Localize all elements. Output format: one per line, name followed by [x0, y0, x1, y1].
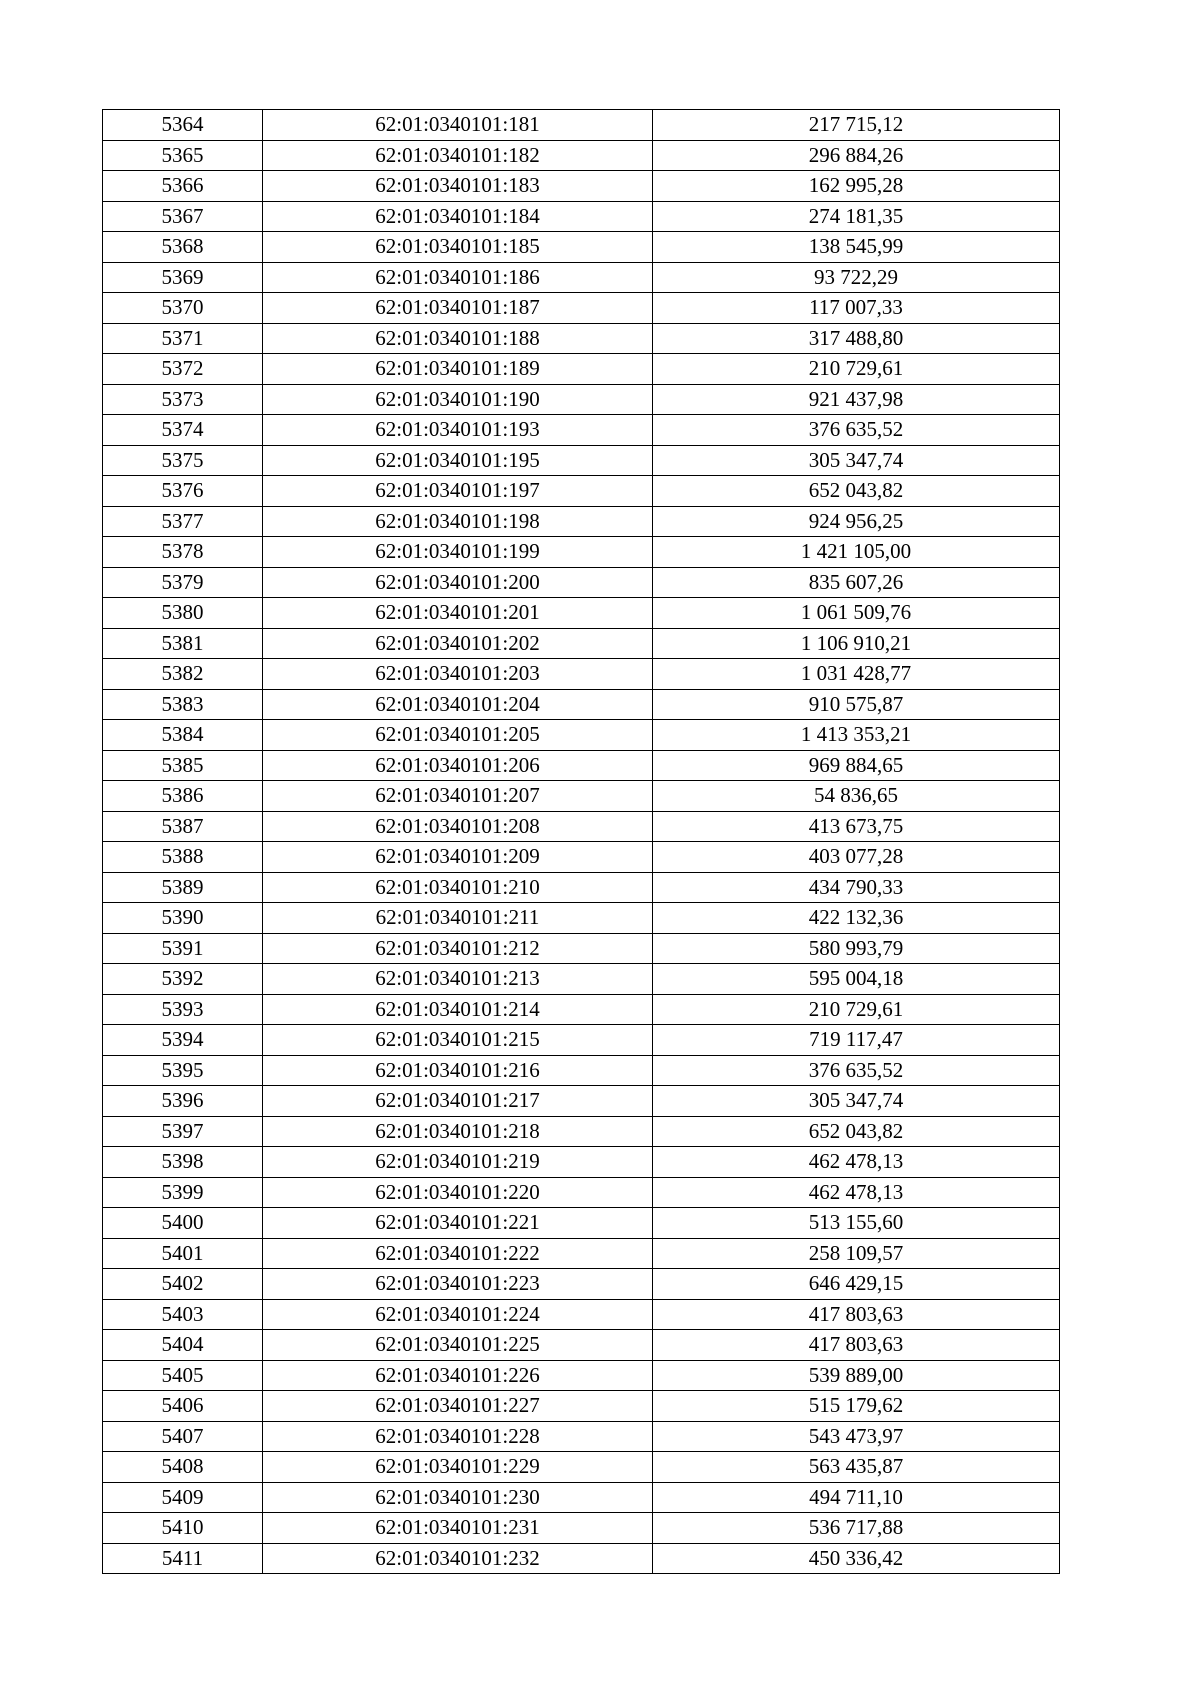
table-row — [103, 476, 1060, 507]
cadastral-number-cell: 62:01:0340101:227 — [263, 1391, 653, 1422]
value-cell: 305 347,74 — [653, 1086, 1060, 1117]
row-number-cell: 5377 — [103, 506, 263, 537]
row-number-cell: 5389 — [103, 872, 263, 903]
table-row — [103, 903, 1060, 934]
table-row — [103, 933, 1060, 964]
value-cell: 1 031 428,77 — [653, 659, 1060, 690]
value-cell: 305 347,74 — [653, 445, 1060, 476]
cadastral-number-cell: 62:01:0340101:182 — [263, 140, 653, 171]
table-row — [103, 445, 1060, 476]
value-cell: 376 635,52 — [653, 1055, 1060, 1086]
table-row — [103, 964, 1060, 995]
value-cell: 652 043,82 — [653, 476, 1060, 507]
row-number-cell: 5401 — [103, 1238, 263, 1269]
table-row — [103, 1238, 1060, 1269]
table-row — [103, 1543, 1060, 1574]
cadastral-number-cell: 62:01:0340101:205 — [263, 720, 653, 751]
row-number-cell: 5394 — [103, 1025, 263, 1056]
row-number-cell: 5402 — [103, 1269, 263, 1300]
value-cell: 450 336,42 — [653, 1543, 1060, 1574]
table-row — [103, 323, 1060, 354]
cadastral-number-cell: 62:01:0340101:188 — [263, 323, 653, 354]
cadastral-number-cell: 62:01:0340101:213 — [263, 964, 653, 995]
row-number-cell: 5378 — [103, 537, 263, 568]
row-number-cell: 5391 — [103, 933, 263, 964]
row-number-cell: 5405 — [103, 1360, 263, 1391]
row-number-cell: 5411 — [103, 1543, 263, 1574]
row-number-cell: 5398 — [103, 1147, 263, 1178]
value-cell: 417 803,63 — [653, 1299, 1060, 1330]
row-number-cell: 5390 — [103, 903, 263, 934]
table-row — [103, 689, 1060, 720]
value-cell: 376 635,52 — [653, 415, 1060, 446]
value-cell: 719 117,47 — [653, 1025, 1060, 1056]
row-number-cell: 5403 — [103, 1299, 263, 1330]
row-number-cell: 5366 — [103, 171, 263, 202]
row-number-cell: 5369 — [103, 262, 263, 293]
value-cell: 462 478,13 — [653, 1147, 1060, 1178]
row-number-cell: 5364 — [103, 110, 263, 141]
table-row — [103, 1116, 1060, 1147]
cadastral-number-cell: 62:01:0340101:224 — [263, 1299, 653, 1330]
value-cell: 417 803,63 — [653, 1330, 1060, 1361]
value-cell: 210 729,61 — [653, 354, 1060, 385]
table-row — [103, 1421, 1060, 1452]
cadastral-number-cell: 62:01:0340101:210 — [263, 872, 653, 903]
cadastral-number-cell: 62:01:0340101:220 — [263, 1177, 653, 1208]
table-row — [103, 598, 1060, 629]
row-number-cell: 5383 — [103, 689, 263, 720]
table-row — [103, 1299, 1060, 1330]
table-row — [103, 1452, 1060, 1483]
value-cell: 93 722,29 — [653, 262, 1060, 293]
value-cell: 274 181,35 — [653, 201, 1060, 232]
value-cell: 422 132,36 — [653, 903, 1060, 934]
cadastral-number-cell: 62:01:0340101:232 — [263, 1543, 653, 1574]
table-row — [103, 1086, 1060, 1117]
cadastral-number-cell: 62:01:0340101:185 — [263, 232, 653, 263]
row-number-cell: 5376 — [103, 476, 263, 507]
row-number-cell: 5373 — [103, 384, 263, 415]
table-row — [103, 201, 1060, 232]
value-cell: 413 673,75 — [653, 811, 1060, 842]
value-cell: 462 478,13 — [653, 1177, 1060, 1208]
cadastral-number-cell: 62:01:0340101:202 — [263, 628, 653, 659]
row-number-cell: 5397 — [103, 1116, 263, 1147]
cadastral-number-cell: 62:01:0340101:186 — [263, 262, 653, 293]
row-number-cell: 5367 — [103, 201, 263, 232]
value-cell: 162 995,28 — [653, 171, 1060, 202]
cadastral-number-cell: 62:01:0340101:195 — [263, 445, 653, 476]
value-cell: 515 179,62 — [653, 1391, 1060, 1422]
row-number-cell: 5395 — [103, 1055, 263, 1086]
table-row — [103, 1177, 1060, 1208]
value-cell: 138 545,99 — [653, 232, 1060, 263]
cadastral-number-cell: 62:01:0340101:197 — [263, 476, 653, 507]
table-row — [103, 872, 1060, 903]
value-cell: 494 711,10 — [653, 1482, 1060, 1513]
cadastral-number-cell: 62:01:0340101:183 — [263, 171, 653, 202]
cadastral-number-cell: 62:01:0340101:189 — [263, 354, 653, 385]
table-row — [103, 384, 1060, 415]
cadastral-number-cell: 62:01:0340101:181 — [263, 110, 653, 141]
cadastral-number-cell: 62:01:0340101:217 — [263, 1086, 653, 1117]
row-number-cell: 5374 — [103, 415, 263, 446]
table-row — [103, 1391, 1060, 1422]
table-row — [103, 781, 1060, 812]
row-number-cell: 5393 — [103, 994, 263, 1025]
value-cell: 536 717,88 — [653, 1513, 1060, 1544]
table-row — [103, 354, 1060, 385]
row-number-cell: 5382 — [103, 659, 263, 690]
value-cell: 580 993,79 — [653, 933, 1060, 964]
row-number-cell: 5365 — [103, 140, 263, 171]
table-body — [103, 110, 1060, 1574]
cadastral-number-cell: 62:01:0340101:187 — [263, 293, 653, 324]
table-row — [103, 811, 1060, 842]
value-cell: 595 004,18 — [653, 964, 1060, 995]
value-cell: 835 607,26 — [653, 567, 1060, 598]
table-row — [103, 994, 1060, 1025]
table-row — [103, 1482, 1060, 1513]
value-cell: 434 790,33 — [653, 872, 1060, 903]
value-cell: 54 836,65 — [653, 781, 1060, 812]
table-row — [103, 171, 1060, 202]
row-number-cell: 5387 — [103, 811, 263, 842]
cadastral-number-cell: 62:01:0340101:230 — [263, 1482, 653, 1513]
row-number-cell: 5399 — [103, 1177, 263, 1208]
table-row — [103, 1360, 1060, 1391]
table-row — [103, 567, 1060, 598]
cadastral-number-cell: 62:01:0340101:231 — [263, 1513, 653, 1544]
cadastral-number-cell: 62:01:0340101:184 — [263, 201, 653, 232]
cadastral-value-table — [102, 109, 1060, 1574]
cadastral-number-cell: 62:01:0340101:204 — [263, 689, 653, 720]
value-cell: 543 473,97 — [653, 1421, 1060, 1452]
cadastral-number-cell: 62:01:0340101:211 — [263, 903, 653, 934]
row-number-cell: 5368 — [103, 232, 263, 263]
row-number-cell: 5408 — [103, 1452, 263, 1483]
cadastral-number-cell: 62:01:0340101:212 — [263, 933, 653, 964]
value-cell: 646 429,15 — [653, 1269, 1060, 1300]
row-number-cell: 5406 — [103, 1391, 263, 1422]
value-cell: 921 437,98 — [653, 384, 1060, 415]
table-row — [103, 628, 1060, 659]
table-row — [103, 537, 1060, 568]
row-number-cell: 5385 — [103, 750, 263, 781]
cadastral-number-cell: 62:01:0340101:208 — [263, 811, 653, 842]
row-number-cell: 5371 — [103, 323, 263, 354]
value-cell: 969 884,65 — [653, 750, 1060, 781]
value-cell: 539 889,00 — [653, 1360, 1060, 1391]
cadastral-number-cell: 62:01:0340101:199 — [263, 537, 653, 568]
cadastral-number-cell: 62:01:0340101:226 — [263, 1360, 653, 1391]
row-number-cell: 5409 — [103, 1482, 263, 1513]
row-number-cell: 5375 — [103, 445, 263, 476]
row-number-cell: 5386 — [103, 781, 263, 812]
table-row — [103, 232, 1060, 263]
row-number-cell: 5388 — [103, 842, 263, 873]
value-cell: 1 106 910,21 — [653, 628, 1060, 659]
value-cell: 258 109,57 — [653, 1238, 1060, 1269]
row-number-cell: 5379 — [103, 567, 263, 598]
row-number-cell: 5384 — [103, 720, 263, 751]
cadastral-number-cell: 62:01:0340101:207 — [263, 781, 653, 812]
cadastral-number-cell: 62:01:0340101:223 — [263, 1269, 653, 1300]
cadastral-number-cell: 62:01:0340101:228 — [263, 1421, 653, 1452]
table-row — [103, 1513, 1060, 1544]
cadastral-number-cell: 62:01:0340101:203 — [263, 659, 653, 690]
value-cell: 924 956,25 — [653, 506, 1060, 537]
table-row — [103, 720, 1060, 751]
cadastral-number-cell: 62:01:0340101:200 — [263, 567, 653, 598]
cadastral-number-cell: 62:01:0340101:219 — [263, 1147, 653, 1178]
table-row — [103, 1055, 1060, 1086]
cadastral-number-cell: 62:01:0340101:225 — [263, 1330, 653, 1361]
cadastral-number-cell: 62:01:0340101:216 — [263, 1055, 653, 1086]
row-number-cell: 5410 — [103, 1513, 263, 1544]
value-cell: 1 413 353,21 — [653, 720, 1060, 751]
table-row — [103, 506, 1060, 537]
table-row — [103, 1269, 1060, 1300]
cadastral-number-cell: 62:01:0340101:215 — [263, 1025, 653, 1056]
value-cell: 910 575,87 — [653, 689, 1060, 720]
table-row — [103, 262, 1060, 293]
row-number-cell: 5372 — [103, 354, 263, 385]
cadastral-number-cell: 62:01:0340101:201 — [263, 598, 653, 629]
value-cell: 117 007,33 — [653, 293, 1060, 324]
table-row — [103, 659, 1060, 690]
cadastral-number-cell: 62:01:0340101:229 — [263, 1452, 653, 1483]
value-cell: 563 435,87 — [653, 1452, 1060, 1483]
cadastral-number-cell: 62:01:0340101:218 — [263, 1116, 653, 1147]
value-cell: 1 421 105,00 — [653, 537, 1060, 568]
row-number-cell: 5370 — [103, 293, 263, 324]
row-number-cell: 5380 — [103, 598, 263, 629]
value-cell: 296 884,26 — [653, 140, 1060, 171]
row-number-cell: 5407 — [103, 1421, 263, 1452]
value-cell: 513 155,60 — [653, 1208, 1060, 1239]
row-number-cell: 5400 — [103, 1208, 263, 1239]
table-row — [103, 1025, 1060, 1056]
table-row — [103, 110, 1060, 141]
value-cell: 210 729,61 — [653, 994, 1060, 1025]
value-cell: 403 077,28 — [653, 842, 1060, 873]
table-row — [103, 293, 1060, 324]
table-row — [103, 1208, 1060, 1239]
cadastral-number-cell: 62:01:0340101:193 — [263, 415, 653, 446]
value-cell: 1 061 509,76 — [653, 598, 1060, 629]
cadastral-number-cell: 62:01:0340101:209 — [263, 842, 653, 873]
table-row — [103, 1330, 1060, 1361]
table-row — [103, 140, 1060, 171]
table-row — [103, 415, 1060, 446]
cadastral-number-cell: 62:01:0340101:214 — [263, 994, 653, 1025]
value-cell: 652 043,82 — [653, 1116, 1060, 1147]
cadastral-number-cell: 62:01:0340101:222 — [263, 1238, 653, 1269]
cadastral-number-cell: 62:01:0340101:198 — [263, 506, 653, 537]
cadastral-number-cell: 62:01:0340101:221 — [263, 1208, 653, 1239]
table-row — [103, 842, 1060, 873]
row-number-cell: 5404 — [103, 1330, 263, 1361]
cadastral-number-cell: 62:01:0340101:206 — [263, 750, 653, 781]
table-row — [103, 1147, 1060, 1178]
row-number-cell: 5392 — [103, 964, 263, 995]
value-cell: 217 715,12 — [653, 110, 1060, 141]
row-number-cell: 5396 — [103, 1086, 263, 1117]
table-row — [103, 750, 1060, 781]
cadastral-number-cell: 62:01:0340101:190 — [263, 384, 653, 415]
value-cell: 317 488,80 — [653, 323, 1060, 354]
row-number-cell: 5381 — [103, 628, 263, 659]
